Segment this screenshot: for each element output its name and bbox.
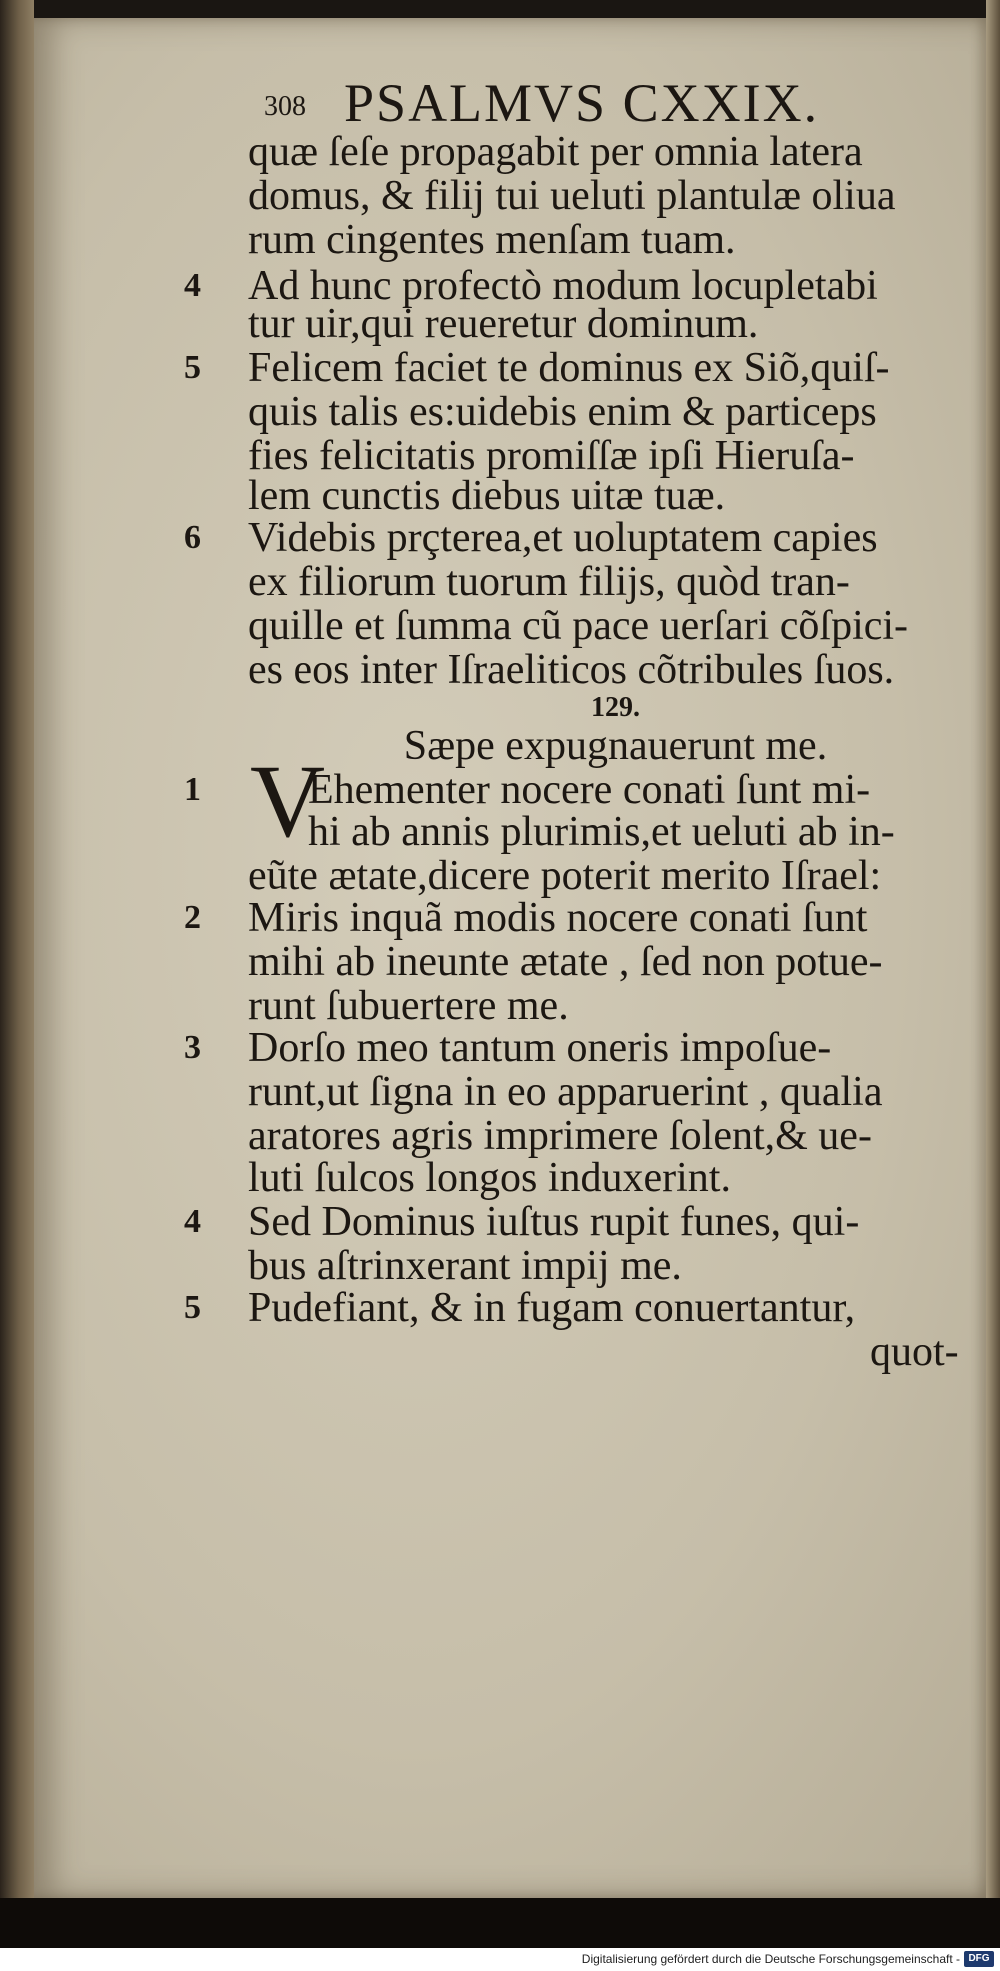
text-line: es eos inter Iſraeliticos cõtribules ſuos. [248,647,895,693]
text-line: eũte ætate,dicere poterit merito Iſrael: [248,853,882,899]
text-line: Pudefiant, & in fugam conuertantur, [248,1285,856,1331]
text-line: aratores agris imprimere ſolent,& ue- [248,1113,872,1159]
text-line: quæ ſeſe propagabit per omnia latera [248,129,863,175]
text-line: Videbis prçterea,et uoluptatem capies [248,515,878,561]
running-header [264,72,819,132]
verse-number: 3 [184,1029,201,1066]
text-line: Ehementer nocere conati ſunt mi- [308,767,871,813]
verse-number: 4 [184,267,201,304]
book-spine-edge [0,0,34,1900]
drop-initial: V [250,744,326,859]
verse-number: 1 [184,771,201,808]
text-line: tur uir,qui reueretur dominum. [248,301,759,347]
verse-number: 5 [184,349,201,386]
text-line: luti ſulcos longos induxerint. [248,1155,731,1201]
verse-number: 6 [184,519,201,556]
text-line: quis talis es:uidebis enim & particeps [248,389,877,435]
text-line: hi ab annis plurimis,et ueluti ab in- [308,809,895,855]
text-line: runt ſubuertere me. [248,983,569,1029]
psalm-title: PSALMVS CXXIX. [344,73,820,133]
psalm-number: 129. [591,692,640,723]
text-line: quille et ſumma cũ pace uerſari cõſpici- [248,603,909,649]
text-line: Dorſo meo tantum oneris impoſue- [248,1025,832,1071]
verse-number: 2 [184,899,201,936]
psalm-incipit: Sæpe expugnauerunt me. [403,723,828,769]
text-line: Ad hunc profectò modum locupletabi [248,263,878,309]
scan-background [0,1898,1000,1948]
funding-notice: Digitalisierung gefördert durch die Deutsche Forschungsgemeinschaft - [581,1952,960,1966]
page-edge [986,0,1000,1900]
text-line: runt,ut ſigna in eo apparuerint , qualia [248,1069,883,1115]
text-line: fies felicitatis promiſſæ ipſi Hieruſa- [248,433,855,479]
page-number: 308 [264,91,306,122]
text-line: Miris inquã modis nocere conati ſunt [248,895,868,941]
text-line: Felicem faciet te dominus ex Siõ,quiſ- [248,345,890,391]
footer-bar [0,1948,1000,1971]
verse-number: 5 [184,1289,201,1326]
dfg-logo: DFG [964,1951,994,1967]
text-line: domus, & filij tui ueluti plantulæ oliua [248,173,896,219]
catchword: quot- [870,1329,959,1375]
text-line: lem cunctis diebus uitæ tuæ. [248,473,726,519]
text-line: rum cingentes menſam tuam. [248,217,736,263]
verse-number: 4 [184,1203,201,1240]
text-line: bus aſtrinxerant impij me. [248,1243,682,1289]
text-line: ex filiorum tuorum filijs, quòd tran- [248,559,850,605]
text-line: mihi ab ineunte ætate , ſed non potue- [248,939,883,985]
text-line: Sed Dominus iuſtus rupit funes, qui- [248,1199,860,1245]
